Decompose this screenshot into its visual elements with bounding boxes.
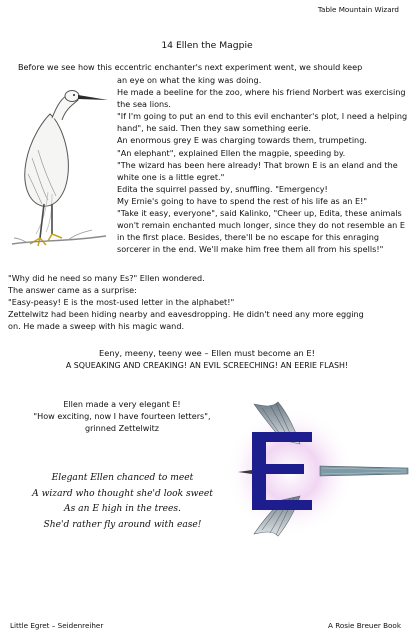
story-text bbox=[117, 74, 409, 255]
story-line: My Ernie's going to have to spend the rest of his life as an E!" bbox=[117, 195, 368, 206]
story-line: "Take it easy, everyone", said Kalinko, "Cheer up, Edita, these animals won't remain enchanted much longer, since they do not resemble an E in the first place. Besides, there'll be no escape for this enraging sorcerer in the end. We'll make him free them all from his spells!" bbox=[117, 208, 405, 255]
poem-line: Elegant Ellen chanced to meet bbox=[51, 473, 194, 483]
magpie-drawing bbox=[230, 396, 410, 542]
footer-publisher: A Rosie Breuer Book bbox=[328, 621, 401, 630]
chapter-title: 14 Ellen the Magpie bbox=[161, 40, 253, 51]
magic-spell bbox=[0, 347, 414, 372]
transformation-line: "How exciting, now I have fourteen letters", bbox=[33, 411, 211, 421]
story-line: "The wizard has been here already! That brown E is an eland and the white one is a little egret." bbox=[117, 159, 398, 182]
poem-line: A wizard who thought she'd look sweet bbox=[32, 488, 213, 499]
story-line: He made a beeline for the zoo, where his friend Norbert was exercising the sea lions. bbox=[117, 87, 406, 110]
story-tail-line: Zettelwitz had been hiding nearby and eavesdropping. He didn't need any more egging bbox=[8, 309, 364, 320]
story-tail-line: "Why did he need so many Es?" Ellen wondered. bbox=[8, 273, 205, 283]
story-line: An enormous grey E was charging towards them, trumpeting. bbox=[117, 135, 367, 146]
story-intro-line: Before we see how this eccentric enchanter's next experiment went, we should keep bbox=[18, 62, 363, 72]
spell-line: Eeny, meeny, teeny wee – Ellen must become an E! bbox=[99, 348, 315, 358]
magpie-tail bbox=[320, 466, 408, 476]
story-line: "An elephant", explained Ellen the magpie, speeding by. bbox=[117, 147, 346, 158]
story-tail bbox=[8, 272, 408, 332]
egret-illustration bbox=[8, 74, 112, 252]
story-tail-line: on. He made a sweep with his magic wand. bbox=[8, 321, 185, 332]
egret-drawing bbox=[8, 74, 112, 252]
story-tail-line: "Easy-peasy! E is the most-used letter in the alphabet!" bbox=[8, 297, 235, 308]
story-tail-line: The answer came as a surprise: bbox=[8, 285, 137, 296]
rhyme-poem bbox=[20, 471, 225, 533]
footer-bird-name: Little Egret – Seidenreiher bbox=[10, 621, 104, 630]
magpie-letter-e-illustration bbox=[230, 396, 410, 542]
transformation-line: Ellen made a very elegant E! bbox=[63, 399, 181, 409]
transformation-text bbox=[12, 398, 232, 434]
transformation-line: grinned Zettelwitz bbox=[84, 423, 160, 433]
book-title-header: Table Mountain Wizard bbox=[317, 5, 399, 14]
story-line: "If I'm going to put an end to this evil enchanter's plot, I need a helping hand", he said. Then they saw something eerie. bbox=[117, 111, 408, 134]
story-line: Edita the squirrel passed by, snuffling. "Emergency! bbox=[117, 183, 328, 194]
story-line: an eye on what the king was doing. bbox=[117, 75, 262, 85]
poem-line: She'd rather fly around with ease! bbox=[43, 519, 202, 530]
spell-effect-line: A SQUEAKING AND CREAKING! AN EVIL SCREECHING! AN EERIE FLASH! bbox=[65, 360, 349, 370]
poem-line: As an E high in the trees. bbox=[64, 504, 181, 515]
